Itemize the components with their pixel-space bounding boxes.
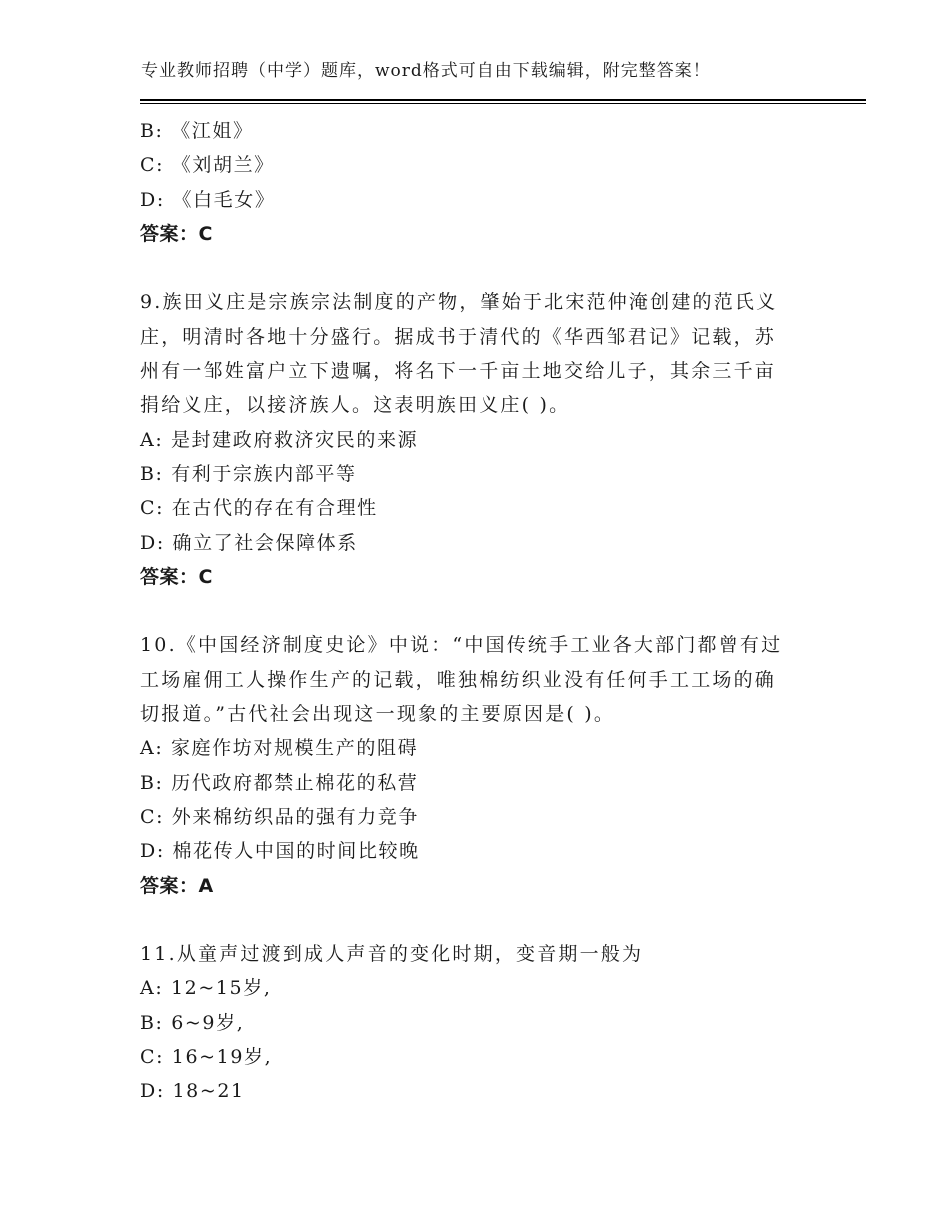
answer: 答案：C — [140, 565, 213, 588]
option-d: D: 《白毛女》 — [140, 188, 276, 211]
question-line: 9.族田义庄是宗族宗法制度的产物，肇始于北宋范仲淹创建的范氏义 — [140, 291, 778, 314]
spacer — [140, 903, 840, 937]
question-10 — [140, 628, 840, 902]
option-c: C: 16~19岁, — [140, 1046, 273, 1069]
option-b: B: 有利于宗族内部平等 — [140, 462, 357, 485]
question-line: 庄，明清时各地十分盛行。据成书于清代的《华西邹君记》记载，苏 — [140, 325, 777, 348]
option-b: B: 历代政府都禁止棉花的私营 — [140, 771, 419, 794]
question-text — [140, 628, 840, 731]
question-text — [140, 285, 840, 422]
question-list — [140, 114, 840, 1109]
answer: 答案：A — [140, 874, 214, 897]
option-c: C: 在古代的存在有合理性 — [140, 497, 378, 520]
spacer — [140, 594, 840, 628]
question-line: 州有一邹姓富户立下遗嘱，将名下一千亩土地交给儿子，其余三千亩 — [140, 360, 777, 383]
option-a: A: 12~15岁, — [140, 977, 272, 1000]
option-d: D: 18~21 — [140, 1080, 245, 1103]
question-line: 捐给义庄，以接济族人。这表明族田义庄( )。 — [140, 394, 571, 417]
question-line: 11.从童声过渡到成人声音的变化时期，变音期一般为 — [140, 943, 644, 966]
question-line: 工场雇佣工人操作生产的记载，唯独棉纺织业没有任何手工工场的确 — [140, 668, 777, 691]
question-text — [140, 937, 840, 971]
option-d: D: 确立了社会保障体系 — [140, 531, 358, 554]
spacer — [140, 251, 840, 285]
option-b: B: 《江姐》 — [140, 120, 254, 142]
option-c: C: 《刘胡兰》 — [140, 154, 275, 177]
answer: 答案：C — [140, 222, 213, 245]
option-a: A: 是封建政府救济灾民的来源 — [140, 428, 419, 451]
page-header: 专业教师招聘（中学）题库，word格式可自由下载编辑，附完整答案！ — [141, 61, 711, 81]
header-rule-thick — [140, 99, 866, 101]
question-line: 切报道。”古代社会出现这一现象的主要原因是( )。 — [140, 703, 616, 726]
question-11 — [140, 937, 840, 1108]
option-d: D: 棉花传人中国的时间比较晚 — [140, 840, 420, 863]
question-9 — [140, 285, 840, 594]
option-a: A: 家庭作坊对规模生产的阻碍 — [140, 737, 419, 760]
question-line: 10.《中国经济制度史论》中说：“中国传统手工业各大部门都曾有过 — [140, 634, 783, 657]
option-c: C: 外来棉纺织品的强有力竞争 — [140, 805, 419, 828]
question-8-tail — [140, 114, 840, 251]
option-b: B: 6~9岁, — [140, 1011, 245, 1034]
header-rule-thin — [140, 103, 866, 104]
